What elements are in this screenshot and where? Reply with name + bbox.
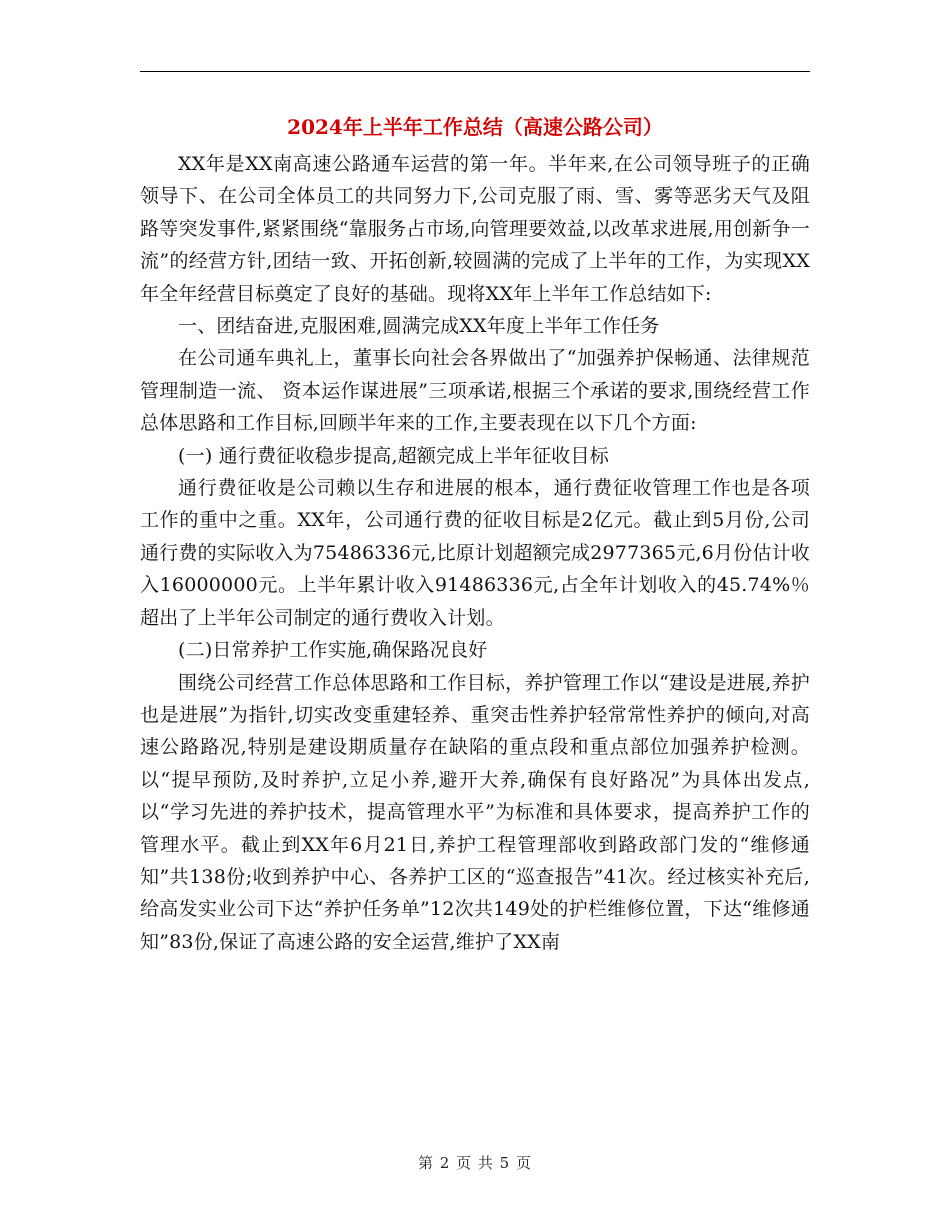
subsection-heading-2: (二)日常养护工作实施,确保路况良好 (178, 639, 488, 662)
header-rule (140, 71, 810, 72)
document-title: 2024年上半年工作总结（高速公路公司） (287, 115, 663, 139)
toll-collection-paragraph: 通行费征收是公司赖以生存和进展的根本，通行费征收管理工作也是各项工作的重中之重。XX年，公司通行费的征收目标是2亿元。截止到5月份,公司通行费的实际收入为75486336元,比原计划超额完成2977365元,6月份估计收入16000000元。上半年累计收入91486336元,占全年计划收入的45.74%％超出了上半年公司制定的通行费收入计划。 (140, 477, 810, 629)
commitment-paragraph: 在公司通车典礼上，董事长向社会各界做出了“加强养护保畅通、法律规范管理制造一流、 资本运作谋进展”三项承诺,根据三个承诺的要求,围绕经营工作总体思路和工作目标,回顾半年来的工作,主要表现在以下几个方面: (140, 347, 810, 435)
page-number-footer: 第 2 页 共 5 页 (418, 1154, 532, 1172)
section-heading-1: 一、团结奋进,克服困难,圆满完成XX年度上半年工作任务 (178, 315, 660, 338)
subsection-heading-1: (一) 通行费征收稳步提高,超额完成上半年征收目标 (178, 444, 609, 467)
maintenance-paragraph: 围绕公司经营工作总体思路和工作目标，养护管理工作以“建设是进展,养护也是进展”为指针,切实改变重建轻养、重突击性养护轻常常性养护的倾向,对高速公路路况,特别是建设期质量存在缺陷的重点段和重点部位加强养护检测。以“提早预防,及时养护,立足小养,避开大养,确保有良好路况”为具体出发点,以“学习先进的养护技术，提高管理水平”为标准和具体要求，提高养护工作的管理水平。截止到XX年6月21日,养护工程管理部收到路政部门发的“维修通知”共138份;收到养护中心、各养护工区的“巡查报告”41次。经过核实补充后,给高发实业公司下达“养护任务单”12次共149处的护栏维修位置，下达“维修通知”83份,保证了高速公路的安全运营,维护了XX南 (140, 671, 810, 953)
document-body (140, 148, 810, 958)
intro-paragraph: XX年是XX南高速公路通车运营的第一年。半年来,在公司领导班子的正确领导下、在公司全体员工的共同努力下,公司克服了雨、雪、雾等恶劣天气及阻路等突发事件,紧紧围绕“靠服务占市场,向管理要效益,以改革求进展,用创新争一流”的经营方针,团结一致、开拓创新,较圆满的完成了上半年的工作，为实现XX年全年经营目标奠定了良好的基础。现将XX年上半年工作总结如下: (140, 153, 810, 305)
